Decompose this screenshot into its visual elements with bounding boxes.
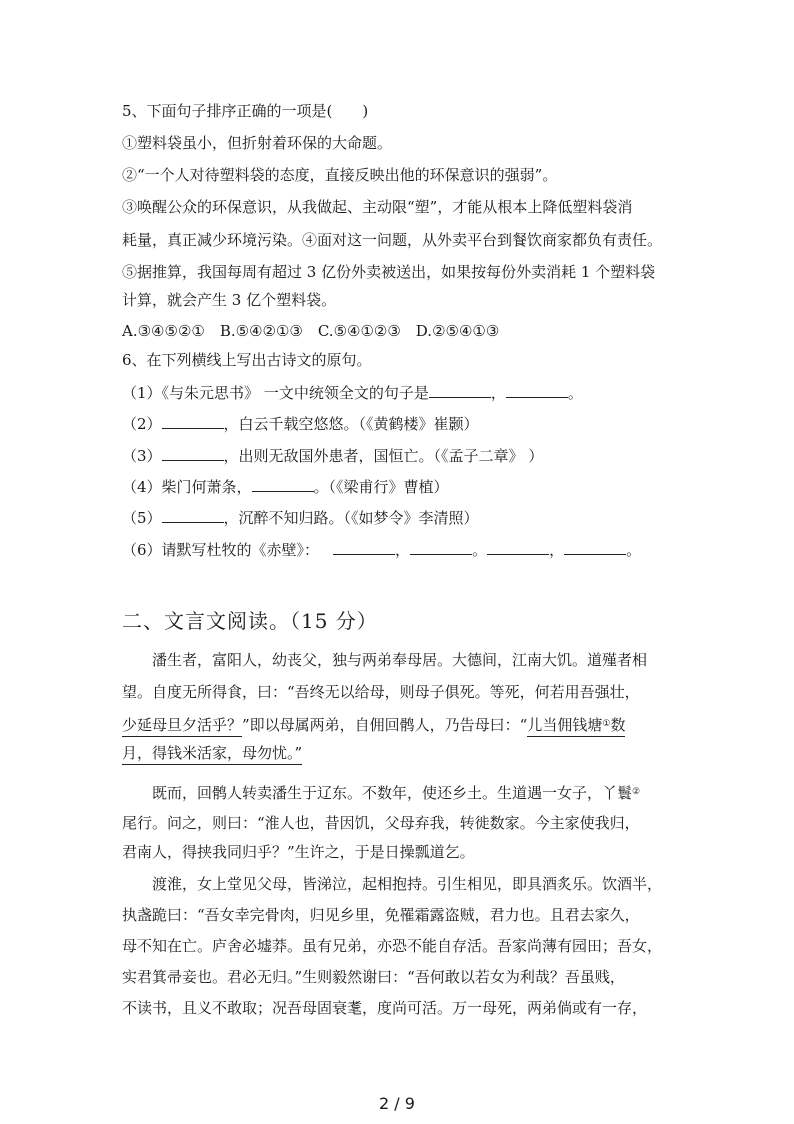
passage-line: 执盏跪曰：“吾女幸完骨肉，归见乡里，免罹霜露盗贼，君力也。且君去家久， <box>122 906 640 924</box>
punct: 。 <box>472 541 488 559</box>
underlined-text: 数 <box>610 716 626 734</box>
passage-line: 不读书，且义不敢取；况吾母固衰耄，度尚可活。万一母死，两弟倘或有一存， <box>122 999 648 1017</box>
q6-item-4-source: 。（《梁甫行》曹植） <box>313 478 449 496</box>
passage-line: 渡淮，女上堂见父母，皆涕泣，起相抱持。引生相见，即具酒炙乐。饮酒半， <box>152 875 663 893</box>
q5-stem: 5、下面句子排序正确的一项是( ) <box>122 102 369 120</box>
punct: ， <box>395 541 411 559</box>
q5-sentence-3b: 耗量，真正减少环境污染。④面对这一问题，从外卖平台到餐饮商家都负有责任。 <box>122 231 663 249</box>
passage-line: 君南人，得挟我同归乎？”生许之，于是日操瓢道乞。 <box>122 843 475 861</box>
answer-blank[interactable] <box>252 477 314 492</box>
q6-item-6 <box>122 540 641 560</box>
underlined-sentence: 月，得钱米活家，母勿忧。” <box>122 744 302 765</box>
answer-blank[interactable] <box>162 508 224 523</box>
passage-line: 望。自度无所得食，曰：“吾终无以给母，则母子俱死。等死，何若用吾强壮， <box>122 683 640 701</box>
passage-line <box>152 782 640 803</box>
q6-stem: 6、在下列横线上写出古诗文的原句。 <box>122 351 372 369</box>
q6-item-1-text: （1）《与朱元思书》 一文中统领全文的句子是 <box>122 384 429 402</box>
q6-item-5-text: ，沉醉不知归路。（《如梦令》李清照） <box>223 509 479 527</box>
answer-blank[interactable] <box>162 446 224 461</box>
q6-item-3 <box>122 446 543 466</box>
underlined-sentence <box>527 716 625 737</box>
footnote-marker: ① <box>602 719 611 729</box>
passage-line <box>122 714 625 735</box>
passage-line: 母不知在亡。庐舍必墟莽。虽有兄弟，亦恐不能自存活。吾家尚薄有园田；吾女， <box>122 937 663 955</box>
punct: ， <box>490 384 506 402</box>
q6-item-5-label: （5） <box>122 509 162 527</box>
passage-line: 潘生者，富阳人，幼丧父，独与两弟奉母居。大德间，江南大饥。道殣者相 <box>152 651 648 669</box>
q6-item-2-label: （2） <box>122 415 162 433</box>
q6-item-2 <box>122 414 479 434</box>
q6-item-3-text: ，出则无敌国外患者，国恒亡。（《孟子二章》 ） <box>223 447 544 465</box>
q5-sentence-2: ②“一个人对待塑料袋的态度，直接反映出他的环保意识的强弱”。 <box>122 166 558 184</box>
punct: ， <box>549 541 565 559</box>
passage-text: ”即以母属两弟，自佣回鹘人，乃告母曰：“ <box>242 716 528 734</box>
punct: 。 <box>567 384 583 402</box>
q5-sentence-5b: 计算，就会产生 3 亿个塑料袋。 <box>122 291 337 309</box>
underlined-sentence: 少延母旦夕活乎？ <box>122 716 242 737</box>
q6-item-1 <box>122 383 583 403</box>
q6-item-4 <box>122 477 449 497</box>
answer-blank[interactable] <box>410 540 472 555</box>
footnote-marker: ② <box>632 787 641 797</box>
punct: 。 <box>626 541 642 559</box>
q6-item-2-text: ，白云千载空悠悠。（《黄鹤楼》崔颢） <box>223 415 479 433</box>
q6-item-6-text: （6）请默写杜牧的《赤壁》： <box>122 541 320 559</box>
q5-sentence-3a: ③唤醒公众的环保意识，从我做起、主动限“塑”，才能从根本上降低塑料袋消 <box>122 198 633 216</box>
passage-text: 既而，回鹘人转卖潘生于辽东。不数年，使还乡土。生道遇一女子，丫鬟 <box>152 784 633 802</box>
passage-line: 实君箕帚妾也。君必无归。”生则毅然谢曰：“吾何敢以若女为利哉？吾虽贱， <box>122 968 625 986</box>
passage-line: 尾行。问之，则曰：“淮人也，昔因饥，父母弃我，转徙数家。今主家使我归， <box>122 814 640 832</box>
answer-blank[interactable] <box>564 540 626 555</box>
q5-options: A.③④⑤②① B.⑤④②①③ C.⑤④①②③ D.②⑤④①③ <box>122 322 500 340</box>
q6-item-3-label: （3） <box>122 447 162 465</box>
answer-blank[interactable] <box>506 383 568 398</box>
section-title: 二、文言文阅读。（15 分） <box>122 609 378 633</box>
answer-blank[interactable] <box>333 540 395 555</box>
q6-item-4-text: （4）柴门何萧条， <box>122 478 252 496</box>
q6-item-5 <box>122 508 479 528</box>
answer-blank[interactable] <box>162 414 224 429</box>
passage-line <box>122 743 302 763</box>
q5-sentence-5a: ⑤据推算，我国每周有超过 3 亿份外卖被送出，如果按每份外卖消耗 1 个塑料袋 <box>122 263 656 281</box>
q5-sentence-1: ①塑料袋虽小，但折射着环保的大命题。 <box>122 134 393 152</box>
answer-blank[interactable] <box>429 383 491 398</box>
page-number: 2 / 9 <box>379 1094 415 1113</box>
answer-blank[interactable] <box>487 540 549 555</box>
underlined-text: 儿当佣钱塘 <box>527 716 603 734</box>
